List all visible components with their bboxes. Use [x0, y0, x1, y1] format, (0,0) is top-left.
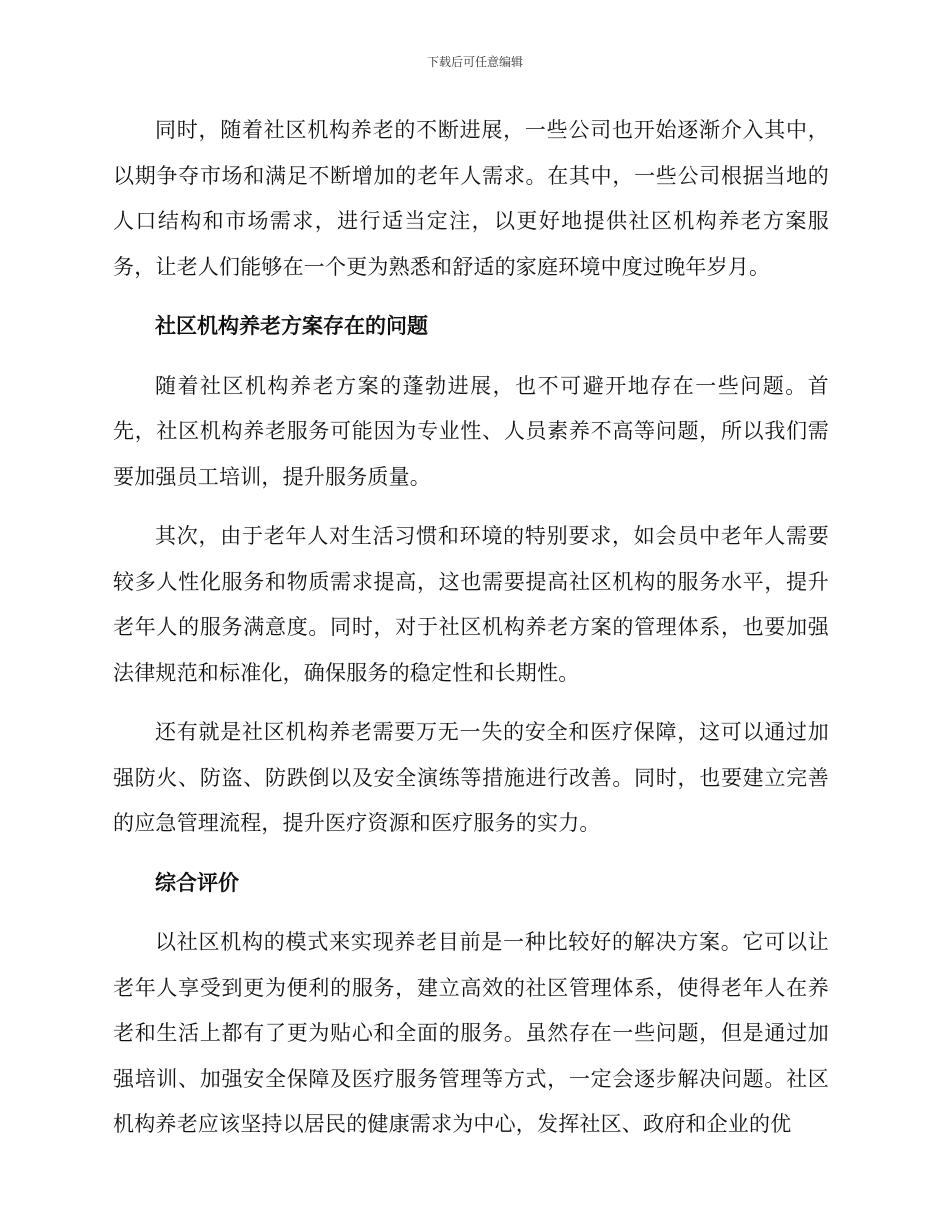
paragraph-evaluation: 以社区机构的模式来实现养老目前是一种比较好的解决方案。它可以让老年人享受到更为便利的服务，建立高效的社区管理体系，使得老年人在养老和生活上都有了更为贴心和全面的服务。虽然存在一些问题，但是通过加强培训、加强安全保障及医疗服务管理等方式，一定会逐步解决问题。社区机构养老应该坚持以居民的健康需求为中心，发挥社区、政府和企业的优: [113, 930, 829, 1136]
document-body: [113, 108, 829, 1162]
page-header: 下载后可任意编辑: [426, 55, 523, 69]
paragraph-problem-service-level: 其次，由于老年人对生活习惯和环境的特别要求，如会员中老年人需要较多人性化服务和物质需求提高，这也需要提高社区机构的服务水平，提升老年人的服务满意度。同时，对于社区机构养老方案的管理体系，也要加强法律规范和标准化，确保服务的稳定性和长期性。: [113, 524, 829, 685]
section-heading-evaluation: 综合评价: [155, 870, 239, 895]
paragraph-market-entry: 同时，随着社区机构养老的不断进展，一些公司也开始逐渐介入其中，以期争夺市场和满足不断增加的老年人需求。在其中，一些公司根据当地的人口结构和市场需求，进行适当定注，以更好地提供社区机构养老方案服务，让老人们能够在一个更为熟悉和舒适的家庭环境中度过晚年岁月。: [113, 118, 829, 279]
paragraph-problem-training: 随着社区机构养老方案的蓬勃进展，也不可避开地存在一些问题。首先，社区机构养老服务可能因为专业性、人员素养不高等问题，所以我们需要加强员工培训，提升服务质量。: [113, 373, 829, 489]
section-heading-problems: 社区机构养老方案存在的问题: [155, 314, 428, 338]
paragraph-problem-safety: 还有就是社区机构养老需要万无一失的安全和医疗保障，这可以通过加强防火、防盗、防跌倒以及安全演练等措施进行改善。同时，也要建立完善的应急管理流程，提升医疗资源和医疗服务的实力。: [113, 720, 829, 835]
